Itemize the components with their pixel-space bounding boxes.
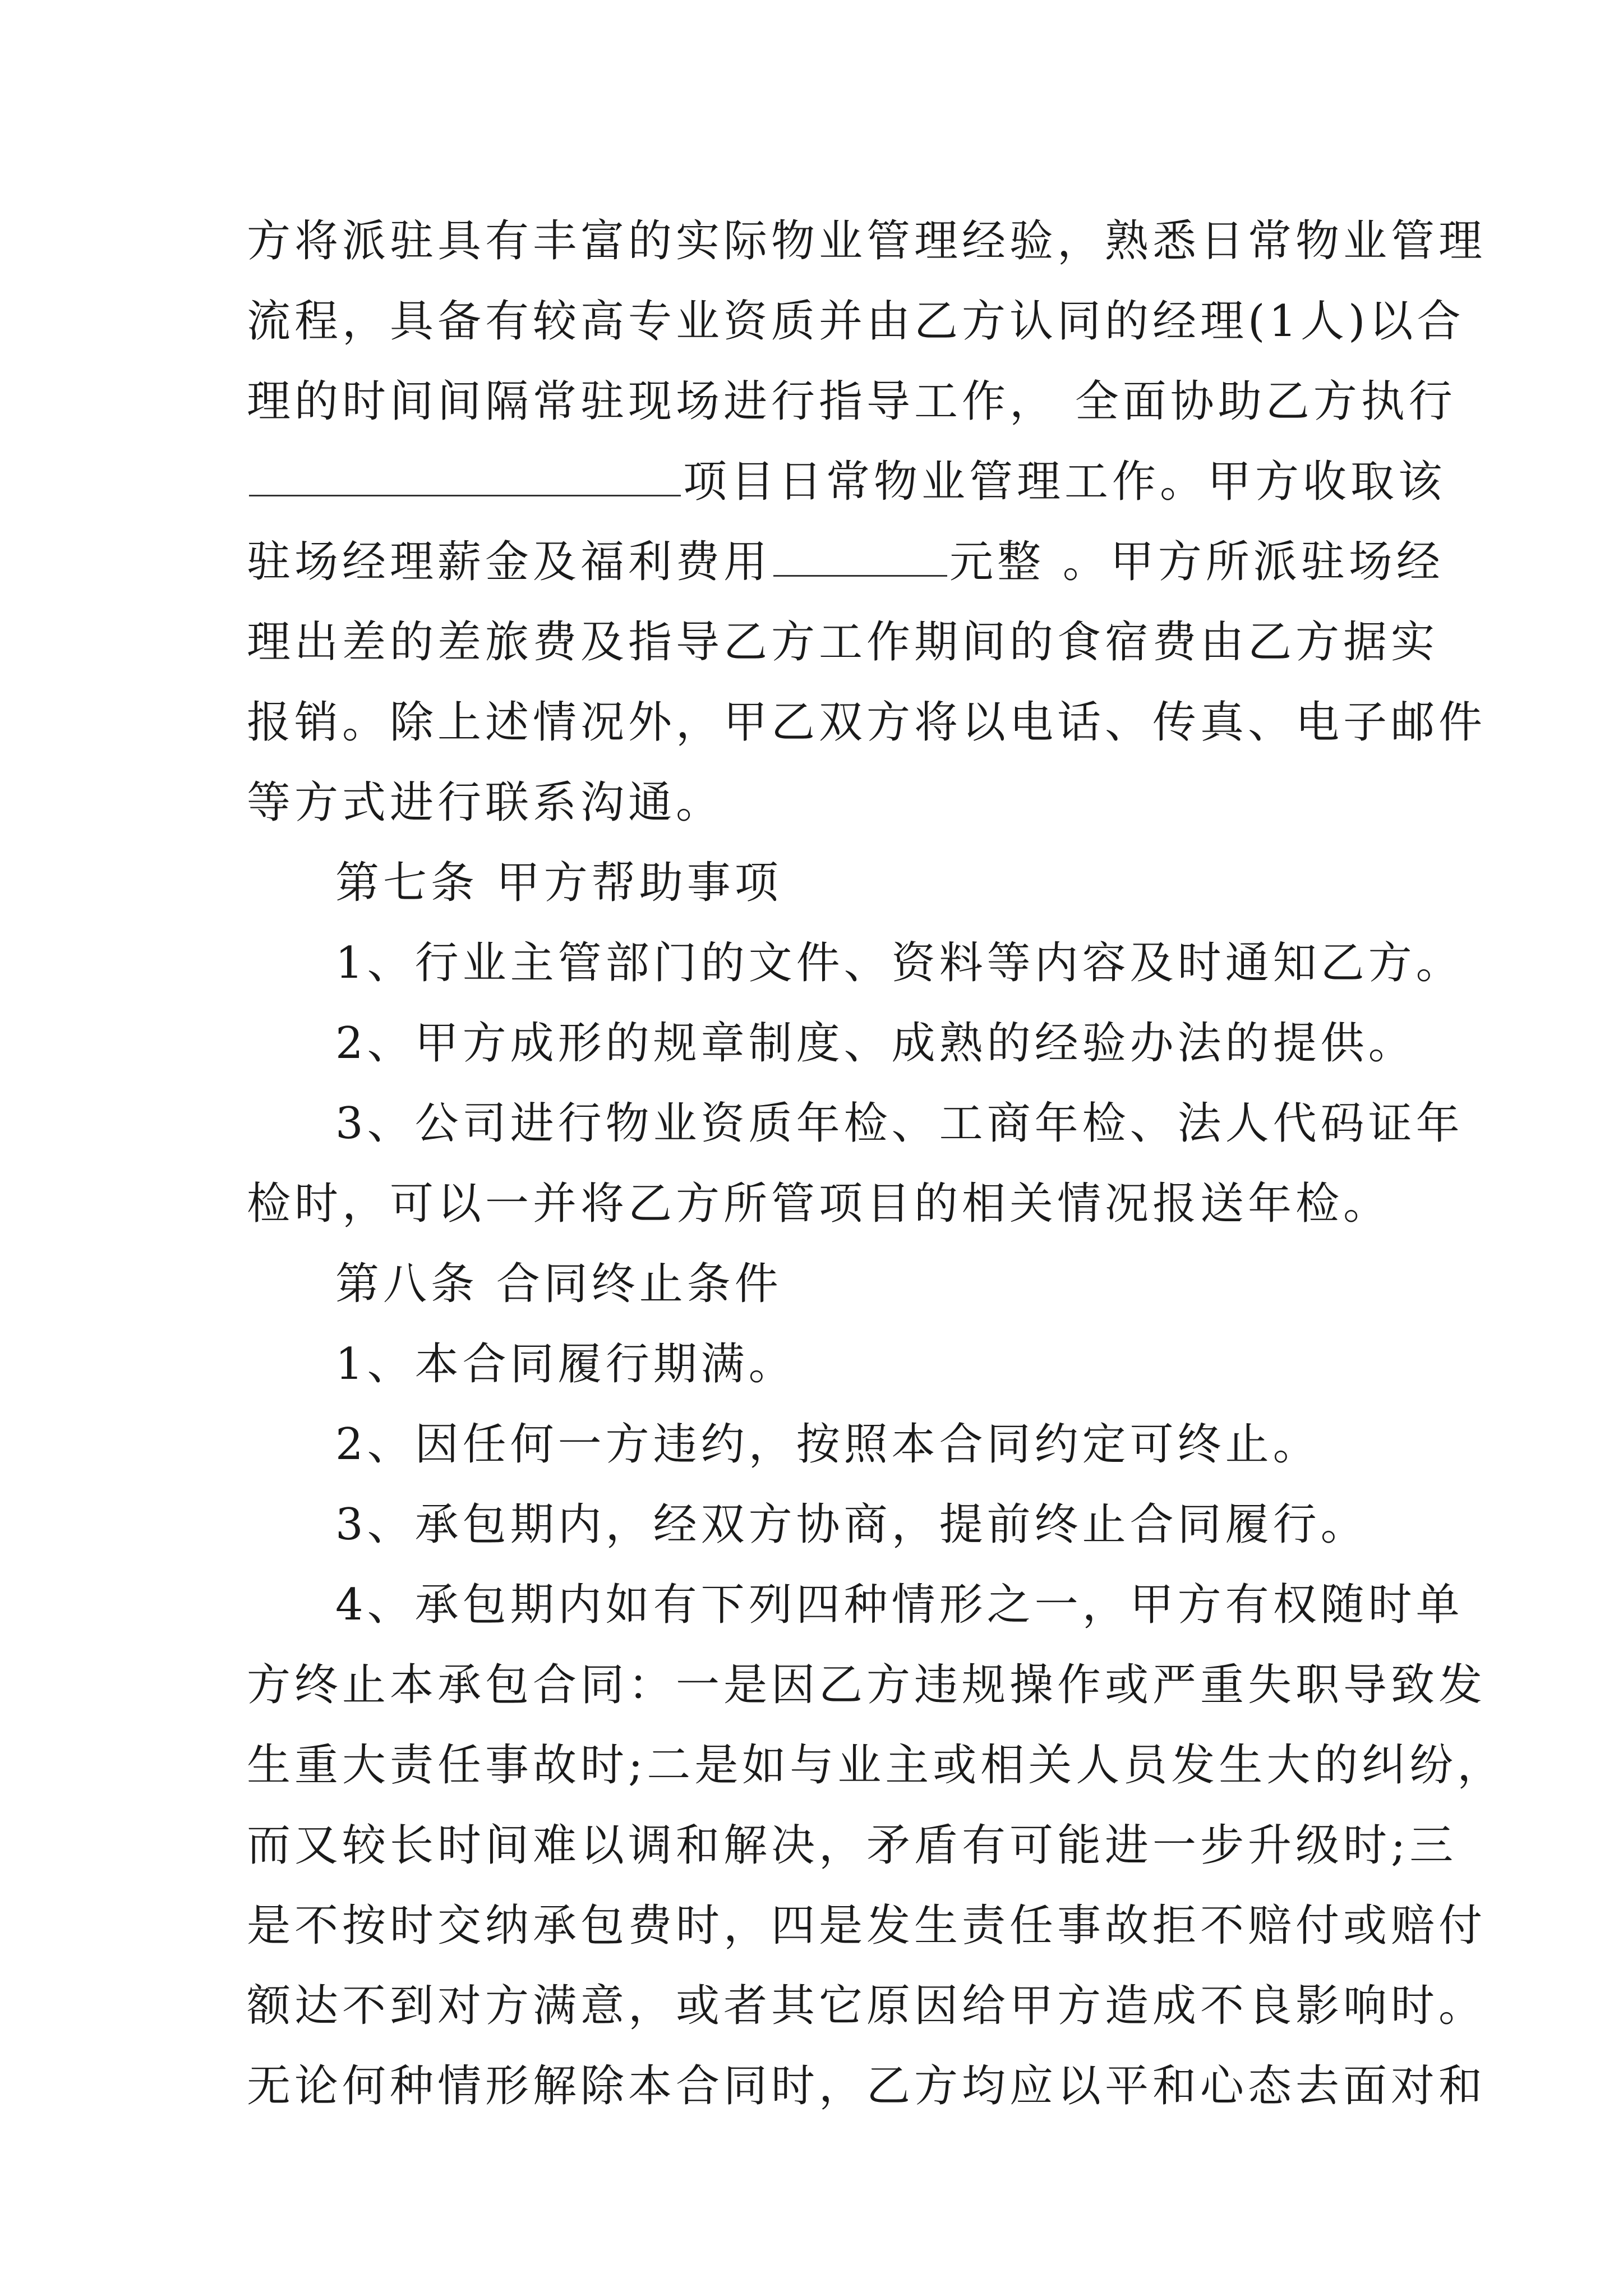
list-item: 2、因任何一方违约，按照本合同约定可终止。 [335, 1419, 1321, 1470]
paragraph-line: 方终止本承包合同：一是因乙方违规操作或严重失职导致发 [247, 1660, 1487, 1710]
paragraph-line: 检时，可以一并将乙方所管项目的相关情况报送年检。 [247, 1179, 1391, 1229]
paragraph-line: 流程，具备有较高专业资质并由乙方认同的经理(1人)以合 [247, 296, 1465, 347]
fill-in-blank-project-name [249, 460, 681, 496]
list-item: 3、承包期内，经双方协商，提前终止合同履行。 [335, 1499, 1368, 1550]
paragraph-line: 理的时间间隔常驻现场进行指导工作， 全面协助乙方执行 [247, 376, 1456, 427]
list-item: 1、行业主管部门的文件、资料等内容及时通知乙方。 [335, 938, 1464, 988]
list-item: 1、本合同履行期满。 [335, 1339, 796, 1389]
paragraph-line: 是不按时交纳承包费时，四是发生责任事故拒不赔付或赔付 [247, 1901, 1487, 1951]
section-heading-article-7: 第七条 甲方帮助事项 [335, 858, 782, 908]
list-item: 3、公司进行物业资质年检、工商年检、法人代码证年 [335, 1098, 1464, 1149]
paragraph-line: 等方式进行联系沟通。 [247, 777, 724, 828]
list-item: 4、承包期内如有下列四种情形之一，甲方有权随时单 [335, 1580, 1464, 1630]
line-text: 项目日常物业管理工作。甲方收取该 [683, 457, 1446, 507]
paragraph-line-with-blank [247, 523, 1444, 601]
line-text: 驻场经理薪金及福利费用 [247, 537, 772, 587]
line-text: 元整 。甲方所派驻场经 [949, 537, 1444, 587]
section-heading-article-8: 第八条 合同终止条件 [335, 1259, 782, 1309]
list-item: 2、甲方成形的规章制度、成熟的经验办法的提供。 [335, 1018, 1416, 1069]
paragraph-line: 方将派驻具有丰富的实际物业管理经验，熟悉日常物业管理 [247, 216, 1487, 266]
paragraph-line: 报销。除上述情况外，甲乙双方将以电话、传真、电子邮件 [247, 697, 1487, 748]
paragraph-line: 无论何种情形解除本合同时，乙方均应以平和心态去面对和 [247, 2061, 1487, 2111]
paragraph-line: 理出差的差旅费及指导乙方工作期间的食宿费由乙方据实 [247, 617, 1439, 668]
fill-in-blank-amount [773, 540, 947, 577]
paragraph-line-with-blank [247, 443, 1446, 521]
paragraph-line: 而又较长时间难以调和解决，矛盾有可能进一步升级时;三 [247, 1820, 1458, 1871]
paragraph-line: 额达不到对方满意，或者其它原因给甲方造成不良影响时。 [247, 1981, 1487, 2031]
paragraph-line: 生重大责任事故时;二是如与业主或相关人员发生大的纠纷， [247, 1740, 1505, 1791]
